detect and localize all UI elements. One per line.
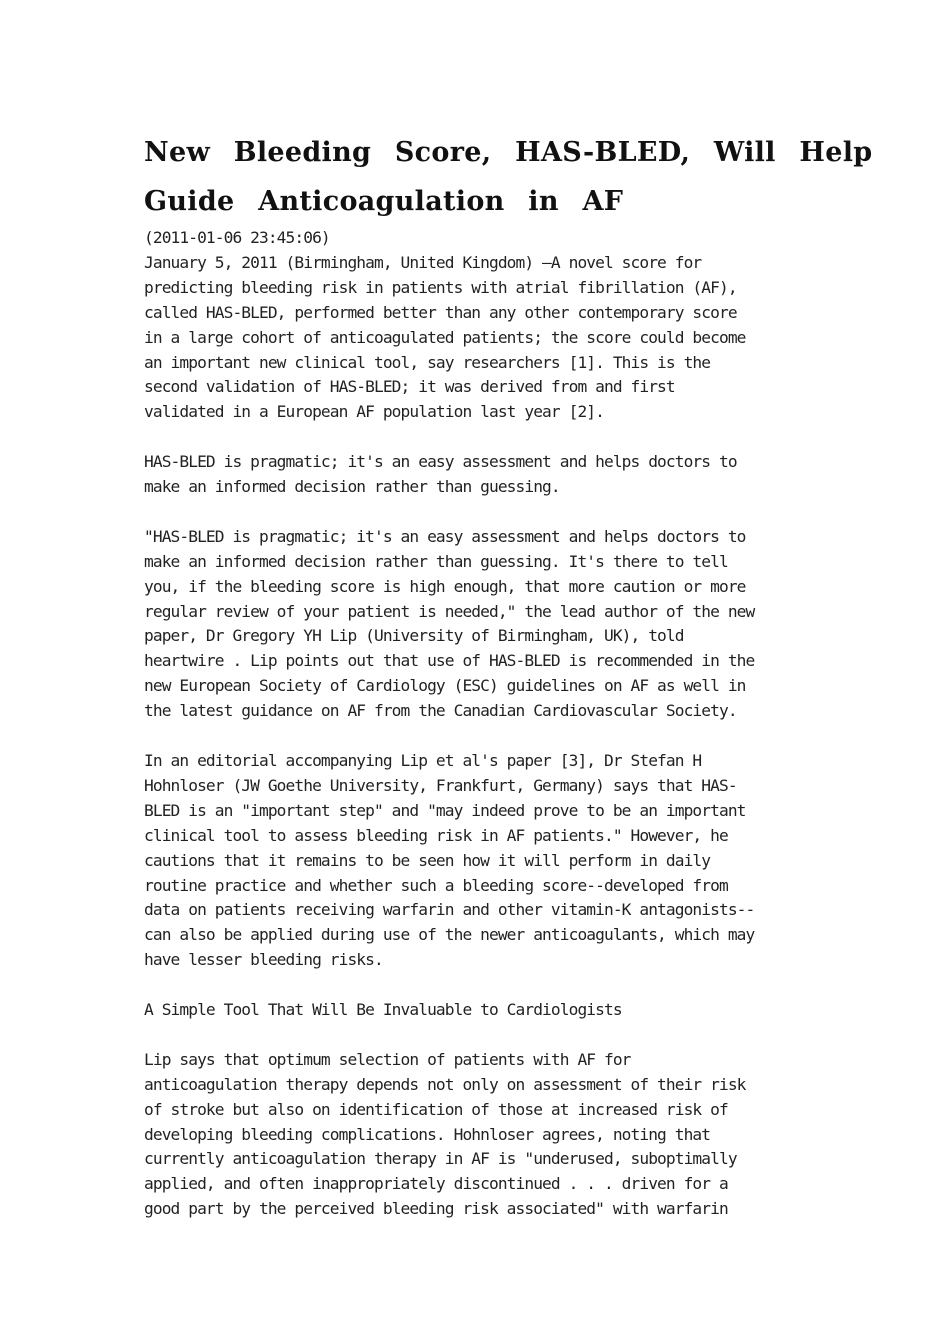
text-line: HAS-BLED is pragmatic; it's an easy assessment and helps doctors to [144, 452, 737, 472]
text-line: have lesser bleeding risks. [144, 950, 383, 970]
article-timestamp: (2011-01-06 23:45:06) [144, 228, 330, 247]
text-line: developing bleeding complications. Hohnloser agrees, noting that [144, 1124, 711, 1144]
text-line: Lip says that optimum selection of patients with AF for [144, 1049, 631, 1069]
text-line: "HAS-BLED is pragmatic; it's an easy assessment and helps doctors to [144, 526, 746, 546]
text-line: of stroke but also on identification of those at increased risk of [144, 1099, 728, 1119]
text-line: currently anticoagulation therapy in AF is "underused, suboptimally [144, 1149, 737, 1169]
text-line: cautions that it remains to be seen how it will perform in daily [144, 850, 711, 870]
text-line: called HAS-BLED, performed better than any other contemporary score [144, 302, 737, 322]
text-line: the latest guidance on AF from the Canadian Cardiovascular Society. [144, 701, 737, 721]
text-line: validated in a European AF population last year [2]. [144, 402, 604, 422]
text-line: routine practice and whether such a bleeding score--developed from [144, 875, 728, 895]
text-line: Hohnloser (JW Goethe University, Frankfurt, Germany) says that HAS- [144, 775, 737, 795]
text-line: January 5, 2011 (Birmingham, United Kingdom) —A novel score for [144, 252, 702, 272]
text-line: second validation of HAS-BLED; it was derived from and first [144, 377, 675, 397]
text-line: can also be applied during use of the newer anticoagulants, which may [144, 925, 755, 945]
paragraph-3 [144, 525, 812, 724]
text-line: BLED is an "important step" and "may indeed prove to be an important [144, 800, 746, 820]
text-line: make an informed decision rather than guessing. It's there to tell [144, 551, 728, 571]
paragraph-4 [144, 749, 812, 973]
text-line: anticoagulation therapy depends not only on assessment of their risk [144, 1074, 746, 1094]
text-line: new European Society of Cardiology (ESC) guidelines on AF as well in [144, 676, 746, 696]
text-line: you, if the bleeding score is high enough, that more caution or more [144, 576, 746, 596]
title-line: New Bleeding Score, HAS-BLED, Will Help [144, 137, 873, 168]
text-line: data on patients receiving warfarin and other vitamin-K antagonists-- [144, 900, 755, 920]
document-page [144, 128, 873, 1247]
text-line: In an editorial accompanying Lip et al's paper [3], Dr Stefan H [144, 750, 702, 770]
text-line: applied, and often inappropriately discontinued . . . driven for a [144, 1174, 728, 1194]
article-title [144, 128, 873, 226]
paragraph-1 [144, 251, 812, 425]
text-line: in a large cohort of anticoagulated patients; the score could become [144, 327, 746, 347]
text-line: predicting bleeding risk in patients with atrial fibrillation (AF), [144, 277, 737, 297]
text-line: good part by the perceived bleeding risk associated" with warfarin [144, 1199, 728, 1219]
text-line: paper, Dr Gregory YH Lip (University of Birmingham, UK), told [144, 626, 684, 646]
section-subheading: A Simple Tool That Will Be Invaluable to Cardiologists [144, 1000, 622, 1020]
paragraph-2 [144, 450, 812, 500]
text-line: an important new clinical tool, say researchers [1]. This is the [144, 352, 711, 372]
text-line: heartwire . Lip points out that use of HAS-BLED is recommended in the [144, 651, 755, 671]
paragraph-5 [144, 1048, 812, 1222]
text-line: clinical tool to assess bleeding risk in AF patients." However, he [144, 825, 728, 845]
text-line: regular review of your patient is needed," the lead author of the new [144, 601, 755, 621]
title-line: Guide Anticoagulation in AF [144, 186, 624, 217]
text-line: make an informed decision rather than guessing. [144, 477, 560, 497]
